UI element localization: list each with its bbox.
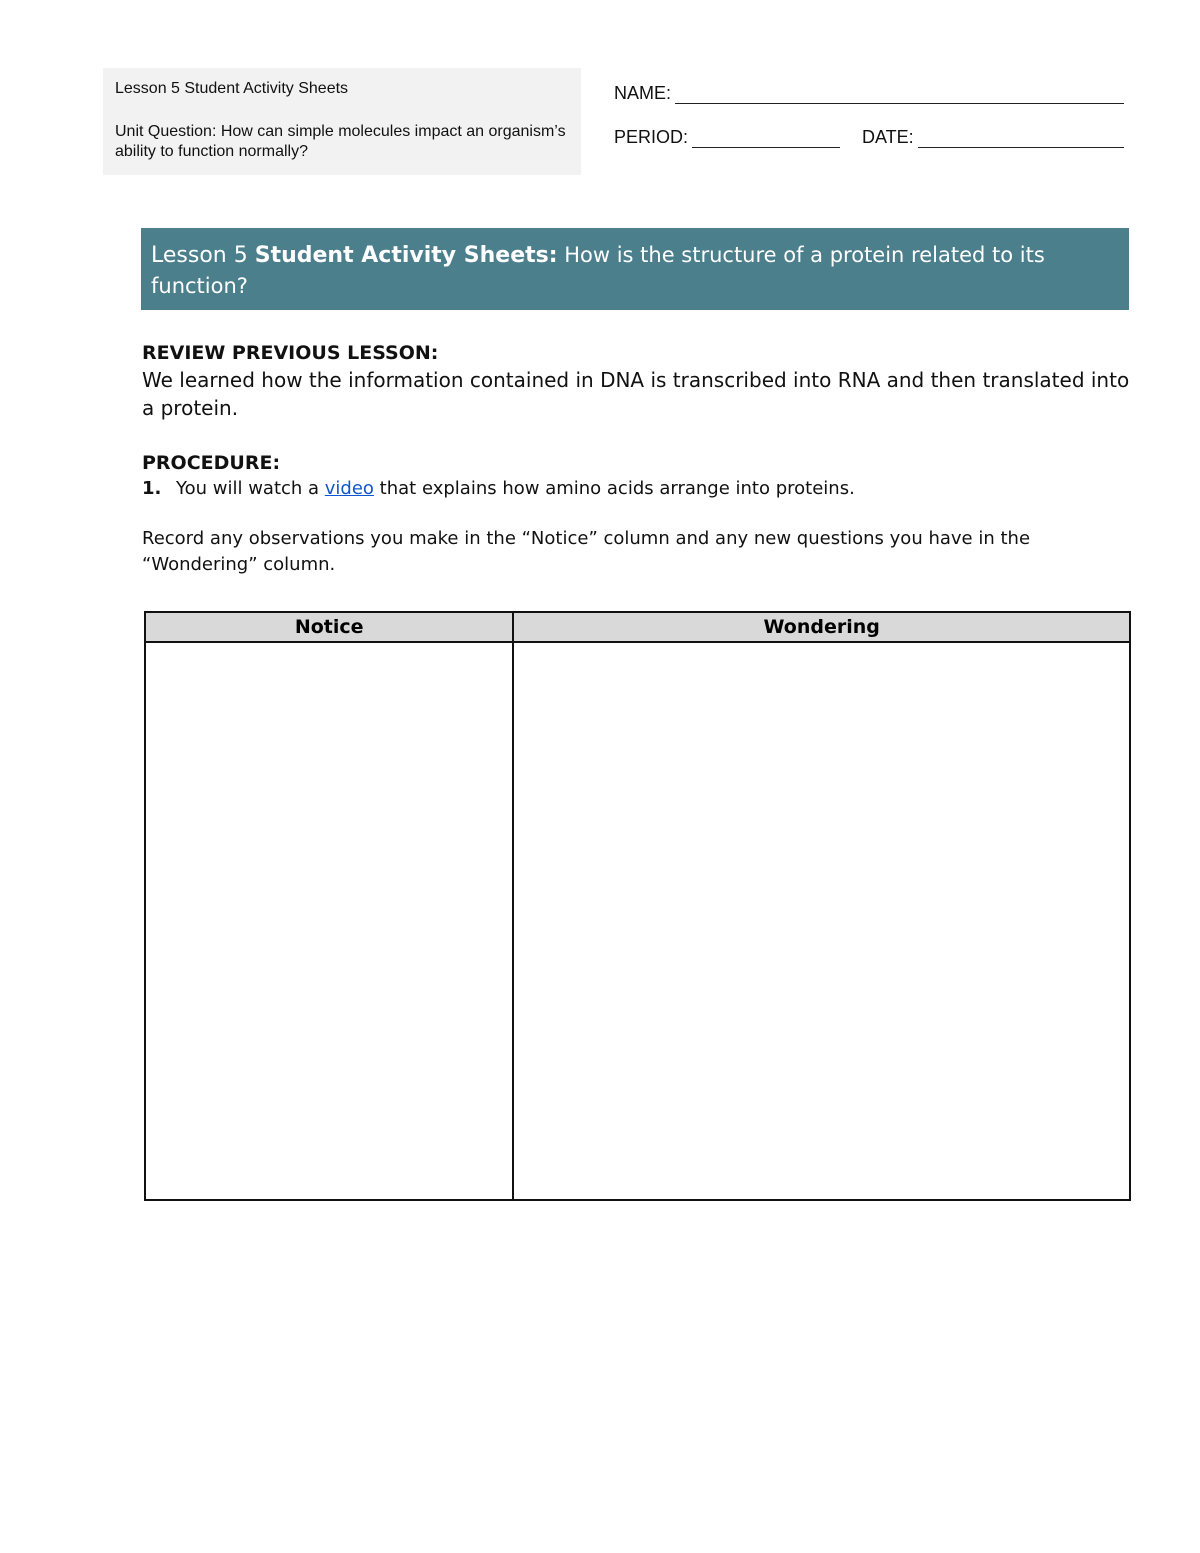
banner-lesson: Lesson 5 [151,243,255,268]
lesson-title-banner [141,228,1129,310]
notice-wondering-table [144,611,1131,1201]
notice-column-header: Notice [145,612,513,642]
banner-question: How is the structure of a protein related to its function? [151,243,1045,298]
step-text-after: that explains how amino acids arrange into proteins. [373,478,855,499]
period-input-line[interactable] [692,129,840,148]
video-link[interactable]: video [324,478,374,499]
wondering-cell[interactable] [513,642,1130,1200]
lesson-header-box [103,68,581,175]
period-date-row [614,124,1124,148]
name-row [614,80,1124,104]
period-label: PERIOD: [614,127,689,147]
procedure-step [142,476,1132,502]
review-heading: REVIEW PREVIOUS LESSON: [142,342,439,364]
name-input-line[interactable] [675,85,1124,104]
notice-cell[interactable] [145,642,513,1200]
step-text [176,476,855,502]
main-content [142,340,1132,578]
date-label: DATE: [862,127,914,147]
unit-question: Unit Question: How can simple molecules impact an organism’s ability to function normally? [115,123,566,160]
step-number: 1. [142,478,162,499]
banner-title: Student Activity Sheets: [254,243,558,268]
record-instructions: Record any observations you make in the “Notice” column and any new questions you have in the “Wondering” column. [142,528,1031,575]
review-text: We learned how the information contained in DNA is transcribed into RNA and then translated into a protein. [142,368,1130,420]
student-fields [614,80,1124,148]
wondering-column-header: Wondering [513,612,1130,642]
name-label: NAME: [614,83,672,103]
step-text-before: You will watch a [176,478,325,499]
lesson-label: Lesson 5 Student Activity Sheets [115,80,349,97]
date-input-line[interactable] [918,129,1124,148]
procedure-heading: PROCEDURE: [142,452,281,474]
